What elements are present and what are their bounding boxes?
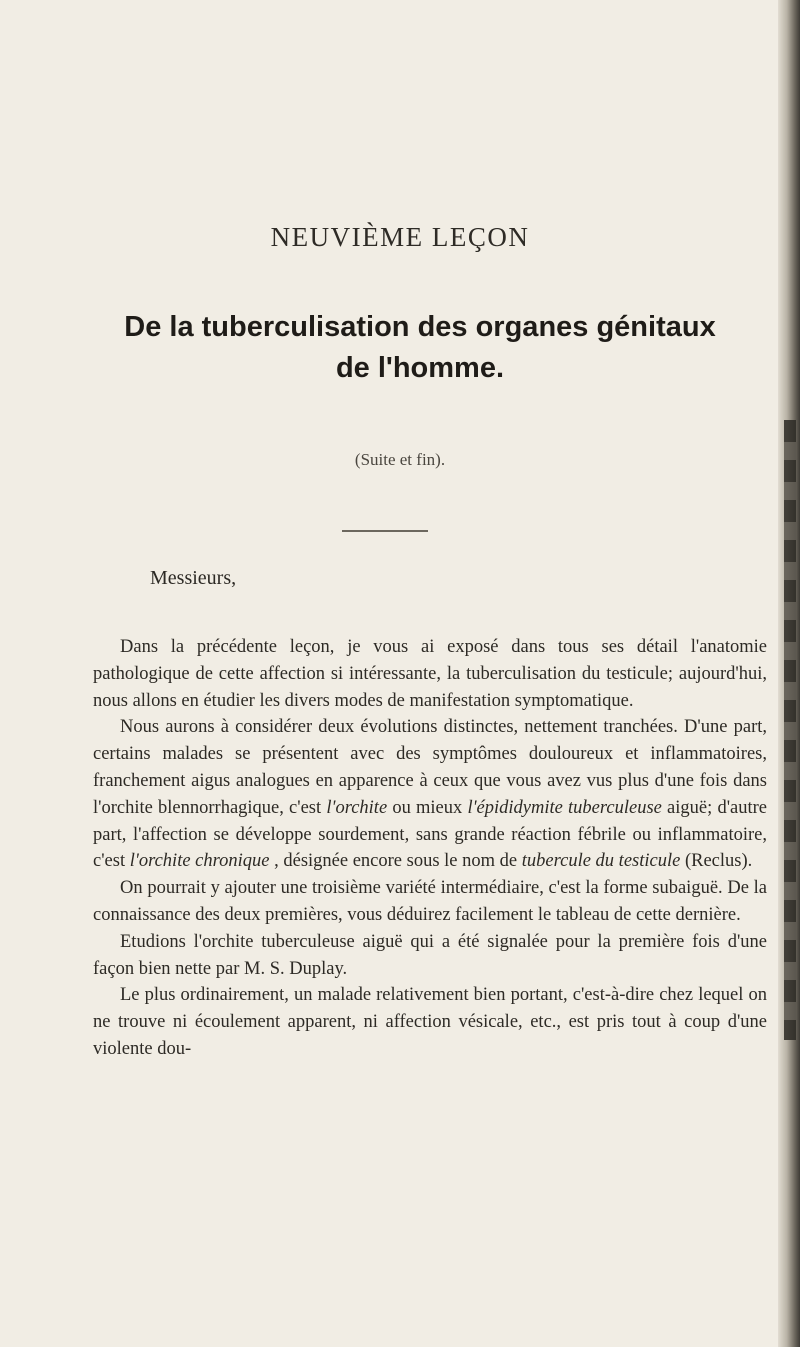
binding-edge	[784, 420, 796, 1040]
separator-rule	[342, 530, 428, 532]
paragraph-4: Etudions l'orchite tuberculeuse aiguë qui a été signalée pour la première fois d'une façon bien nette par M. S. Duplay.	[93, 931, 767, 979]
salutation: Messieurs,	[150, 567, 237, 589]
paragraph-1: Dans la précédente leçon, je vous ai exposé dans tous ses détail l'anatomie pathologique de cette affection si intéressante, la tuberculisation du testicule; aujourd'hui, nous allons en étudier les divers modes de manifestation symptomatique.	[93, 637, 767, 711]
chapter-title	[60, 307, 780, 389]
paragraph-5: Le plus ordinairement, un malade relativement bien portant, c'est-à-dire chez lequel on ne trouve ni écoulement apparent, ni affection vésicale, etc., est pris tout à coup d'une violente dou-	[93, 985, 767, 1059]
paragraph-2	[93, 714, 767, 875]
paragraph-2-italic-orchite: l'orchite	[326, 797, 388, 818]
chapter-title-line-2: de l'homme.	[335, 352, 505, 384]
paragraph-2-text-b: ou mieux	[387, 797, 468, 818]
paragraph-2-italic-tubercule: tubercule du testicule	[521, 851, 681, 872]
paragraph-2-text-c: aiguë; d'autre part, l'affection se développe sourdement, sans grande réaction fébrile ou inflammatoire, c'est	[93, 797, 767, 872]
lesson-heading: NEUVIÈME LEÇON	[270, 222, 530, 252]
chapter-title-line-1: De la tuberculisation des organes génitaux	[124, 311, 716, 343]
paragraph-3: On pourrait y ajouter une troisième variété intermédiaire, c'est la forme subaiguë. De la connaissance des deux premières, vous déduirez facilement le tableau de cette dernière.	[93, 878, 767, 925]
paragraph-2-italic-epididymite: l'épididymite tuberculeuse	[467, 797, 662, 818]
paragraph-2-text-a: Nous aurons à considérer deux évolutions distinctes, nettement tranchées. D'une part, certains malades se présentent avec des symptômes douloureux et inflammatoires, franchement aigus analogues en apparence à ceux que vous avez vus plus d'une fois dans l'orchite blennorrhagique, c'est	[93, 717, 767, 818]
paragraph-2-text-d: , désignée encore sous le nom de	[269, 851, 522, 872]
paragraph-2-text-e: (Reclus).	[680, 851, 753, 872]
body-text	[93, 634, 767, 1063]
subtitle: (Suite et fin).	[354, 450, 446, 469]
paragraph-2-italic-orchite-chronique: l'orchite chronique	[129, 851, 270, 872]
